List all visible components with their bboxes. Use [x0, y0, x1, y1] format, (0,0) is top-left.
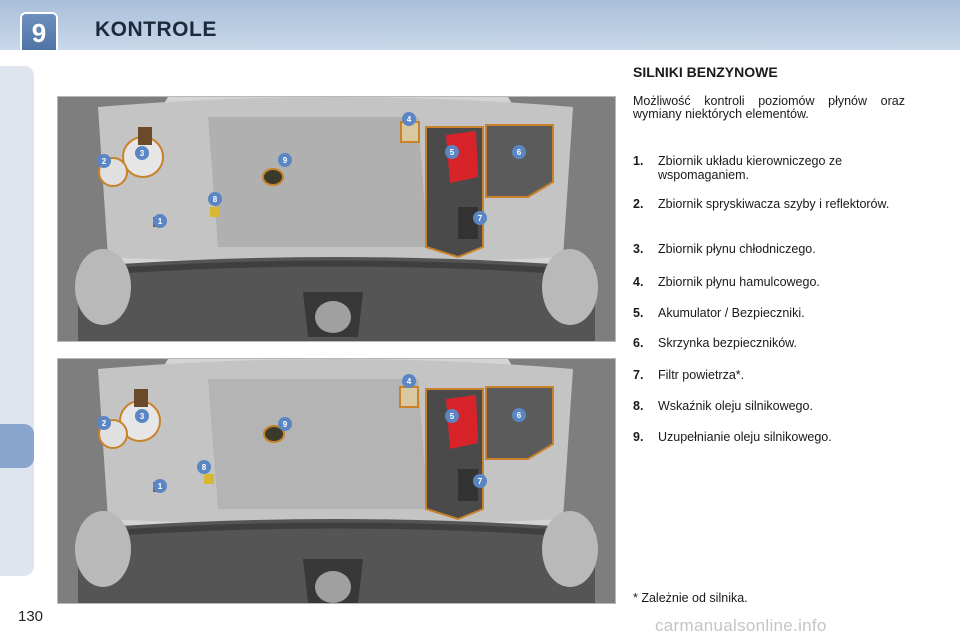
callout-label: 5: [449, 148, 455, 157]
legend-number: 3.: [633, 242, 644, 256]
callout-label: 2: [101, 157, 107, 166]
engine-bay-illustration-bottom: [57, 358, 616, 604]
side-strip: [0, 66, 34, 576]
legend-number: 1.: [633, 154, 644, 168]
legend-text: Zbiornik spryskiwacza szyby i reflektorów.: [658, 197, 890, 211]
callout-label: 8: [201, 463, 207, 472]
legend-text: Zbiornik płynu chłodniczego.: [658, 242, 816, 256]
callout-label: 2: [101, 419, 107, 428]
side-tab-active: [0, 424, 34, 468]
section-intro: Możliwość kontroli poziomów płynów oraz wymiany niektórych elementów.: [633, 94, 905, 121]
callout-label: 8: [212, 195, 218, 204]
legend-number: 7.: [633, 368, 644, 382]
legend-number: 8.: [633, 399, 644, 413]
legend-text: Akumulator / Bezpieczniki.: [658, 306, 805, 320]
callout-label: 7: [477, 477, 483, 486]
chapter-title: KONTROLE: [95, 18, 217, 41]
engine-bay-drawing: [58, 359, 615, 603]
legend-text: Skrzynka bezpieczników.: [658, 336, 797, 350]
callout-label: 3: [139, 412, 145, 421]
callout-label: 6: [516, 148, 522, 157]
callout-label: 1: [157, 217, 163, 226]
legend-number: 4.: [633, 275, 644, 289]
callout-label: 9: [282, 156, 288, 165]
callout-label: 4: [406, 115, 412, 124]
engine-bay-drawing: [58, 97, 615, 341]
legend-text: Uzupełnianie oleju silnikowego.: [658, 430, 832, 444]
callout-label: 9: [282, 420, 288, 429]
watermark: carmanualsonline.info: [655, 616, 827, 635]
page-number: 130: [18, 608, 44, 625]
legend-text: Zbiornik płynu hamulcowego.: [658, 275, 820, 289]
chapter-tab: [22, 14, 56, 50]
legend-text: Filtr powietrza*.: [658, 368, 745, 382]
chapter-number: 9: [31, 18, 47, 48]
callout-label: 6: [516, 411, 522, 420]
legend-number: 9.: [633, 430, 644, 444]
callout-label: 3: [139, 149, 145, 158]
legend-number: 2.: [633, 197, 644, 211]
legend-text: Zbiornik układu kierowniczego ze wspomaganiem.: [658, 154, 843, 182]
callout-label: 7: [477, 214, 483, 223]
engine-bay-illustration-top: [57, 96, 616, 342]
callout-label: 1: [157, 482, 163, 491]
legend-text: Wskaźnik oleju silnikowego.: [658, 399, 813, 413]
section-title: SILNIKI BENZYNOWE: [633, 64, 778, 80]
legend-number: 6.: [633, 336, 644, 350]
callout-label: 4: [406, 377, 412, 386]
legend-number: 5.: [633, 306, 644, 320]
footnote: * Zależnie od silnika.: [633, 591, 748, 605]
callout-label: 5: [449, 412, 455, 421]
